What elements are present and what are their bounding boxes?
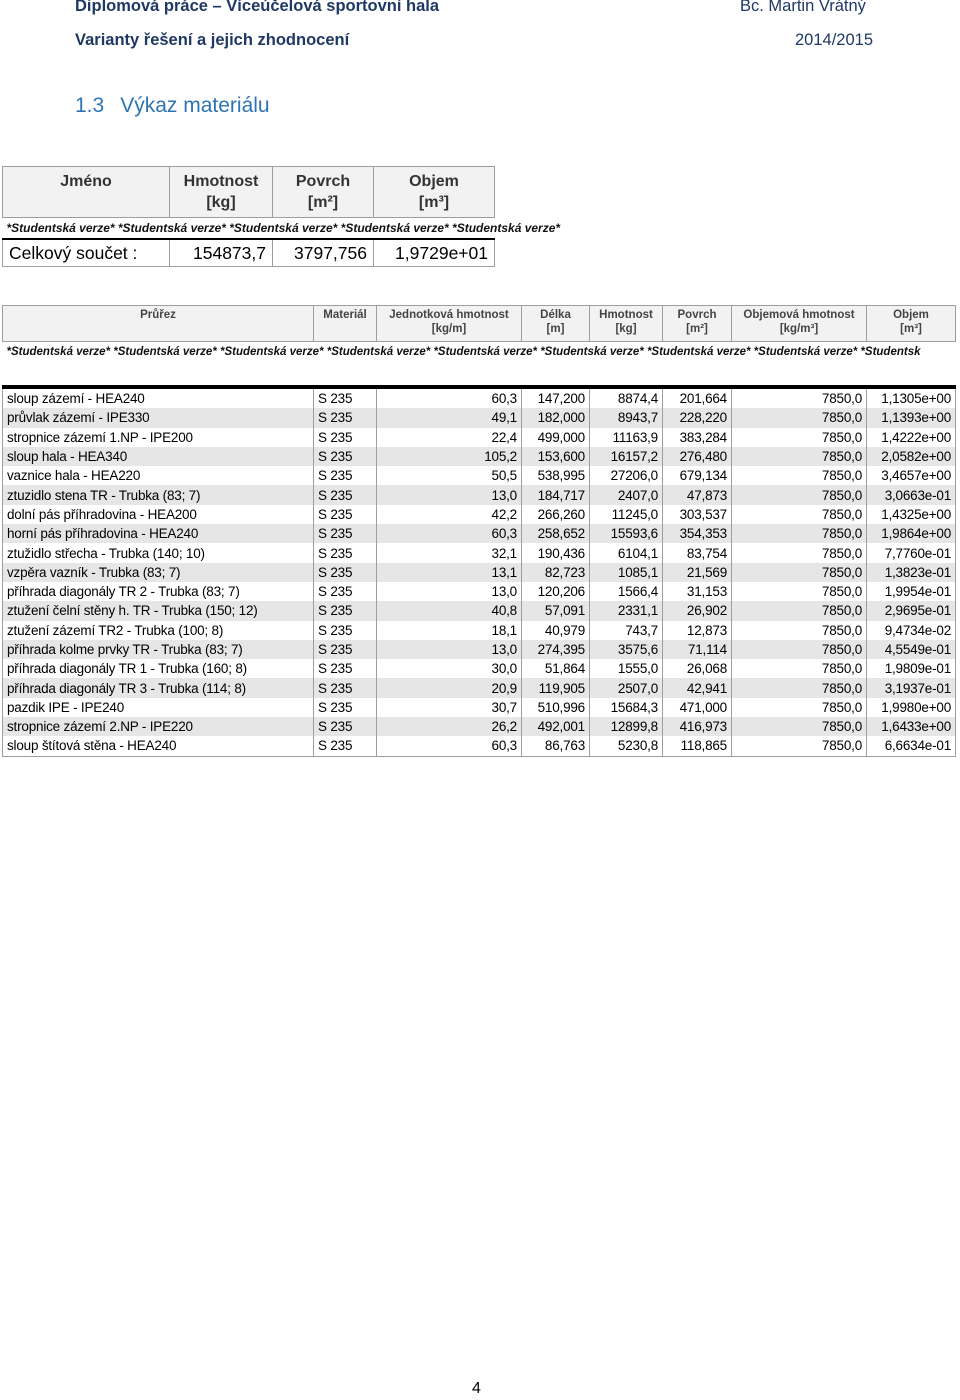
row-unit-mass: 49,1: [377, 408, 522, 427]
row-surface: 354,353: [663, 524, 732, 543]
table-row: [3, 601, 956, 620]
row-mass: 15593,6: [590, 524, 663, 543]
row-mass: 16157,2: [590, 447, 663, 466]
row-material: S 235: [314, 678, 377, 697]
row-volume: 4,5549e-01: [867, 640, 956, 659]
row-unit-mass: 60,3: [377, 387, 522, 408]
row-section: vaznice hala - HEA220: [3, 466, 314, 485]
row-surface: 416,973: [663, 717, 732, 736]
row-volume: 1,1393e+00: [867, 408, 956, 427]
row-density: 7850,0: [732, 466, 867, 485]
detail-col-length: Délka [m]: [522, 306, 590, 342]
row-surface: 26,902: [663, 601, 732, 620]
detail-separator: [3, 362, 956, 387]
table-row: [3, 543, 956, 562]
row-density: 7850,0: [732, 524, 867, 543]
row-mass: 1085,1: [590, 563, 663, 582]
row-surface: 31,153: [663, 582, 732, 601]
row-length: 538,995: [522, 466, 590, 485]
row-volume: 1,9809e-01: [867, 659, 956, 678]
row-section: ztuzidlo stena TR - Trubka (83; 7): [3, 485, 314, 504]
row-unit-mass: 50,5: [377, 466, 522, 485]
row-length: 120,206: [522, 582, 590, 601]
section-number: 1.3: [75, 94, 105, 117]
row-density: 7850,0: [732, 717, 867, 736]
row-section: příhrada diagonály TR 2 - Trubka (83; 7): [3, 582, 314, 601]
row-length: 182,000: [522, 408, 590, 427]
detail-col-section: Průřez: [3, 306, 314, 342]
row-volume: 3,1937e-01: [867, 678, 956, 697]
header-year: 2014/2015: [795, 31, 873, 49]
row-unit-mass: 30,7: [377, 698, 522, 717]
row-mass: 27206,0: [590, 466, 663, 485]
header-title: Diplomová práce – Víceúčelová sportovní hala: [75, 0, 440, 15]
page-number: 4: [472, 1380, 481, 1397]
row-section: příhrada diagonály TR 1 - Trubka (160; 8): [3, 659, 314, 678]
detail-col-density: Objemová hmotnost [kg/m³]: [732, 306, 867, 342]
table-row: [3, 678, 956, 697]
table-row: [3, 621, 956, 640]
row-unit-mass: 22,4: [377, 428, 522, 447]
row-material: S 235: [314, 524, 377, 543]
row-length: 119,905: [522, 678, 590, 697]
row-density: 7850,0: [732, 698, 867, 717]
summary-col-surface: Povrch [m²]: [273, 167, 374, 218]
row-material: S 235: [314, 408, 377, 427]
table-row: [3, 387, 956, 408]
row-volume: 2,9695e-01: [867, 601, 956, 620]
row-section: pazdik IPE - IPE240: [3, 698, 314, 717]
row-density: 7850,0: [732, 659, 867, 678]
row-unit-mass: 60,3: [377, 736, 522, 756]
table-row: [3, 659, 956, 678]
detail-table: [2, 305, 956, 757]
row-section: sloup štítová stěna - HEA240: [3, 736, 314, 756]
row-surface: 303,537: [663, 505, 732, 524]
row-section: příhrada kolme prvky TR - Trubka (83; 7): [3, 640, 314, 659]
row-section: sloup zázemí - HEA240: [3, 387, 314, 408]
row-length: 51,864: [522, 659, 590, 678]
row-material: S 235: [314, 736, 377, 756]
row-mass: 11245,0: [590, 505, 663, 524]
summary-total-row: [3, 239, 495, 267]
table-row: [3, 447, 956, 466]
row-density: 7850,0: [732, 601, 867, 620]
row-unit-mass: 13,0: [377, 485, 522, 504]
row-unit-mass: 13,0: [377, 640, 522, 659]
detail-col-unit-mass: Jednotková hmotnost [kg/m]: [377, 306, 522, 342]
total-surface: 3797,756: [273, 239, 374, 267]
summary-col-name: Jméno: [3, 167, 170, 218]
table-row: [3, 408, 956, 427]
table-row: [3, 466, 956, 485]
row-material: S 235: [314, 582, 377, 601]
row-material: S 235: [314, 543, 377, 562]
row-surface: 42,941: [663, 678, 732, 697]
row-section: dolní pás příhradovina - HEA200: [3, 505, 314, 524]
row-mass: 1566,4: [590, 582, 663, 601]
row-volume: 7,7760e-01: [867, 543, 956, 562]
summary-col-volume: Objem [m³]: [374, 167, 495, 218]
row-unit-mass: 13,0: [377, 582, 522, 601]
row-mass: 8943,7: [590, 408, 663, 427]
row-density: 7850,0: [732, 621, 867, 640]
row-volume: 1,9864e+00: [867, 524, 956, 543]
row-mass: 6104,1: [590, 543, 663, 562]
row-density: 7850,0: [732, 485, 867, 504]
row-surface: 12,873: [663, 621, 732, 640]
row-surface: 276,480: [663, 447, 732, 466]
row-volume: 1,9980e+00: [867, 698, 956, 717]
row-section: ztužení čelní stěny h. TR - Trubka (150; 12): [3, 601, 314, 620]
row-density: 7850,0: [732, 582, 867, 601]
row-section: horní pás příhradovina - HEA240: [3, 524, 314, 543]
table-row: [3, 640, 956, 659]
row-material: S 235: [314, 466, 377, 485]
row-material: S 235: [314, 505, 377, 524]
row-section: ztužidlo střecha - Trubka (140; 10): [3, 543, 314, 562]
row-length: 82,723: [522, 563, 590, 582]
summary-table: [2, 166, 561, 267]
table-row: [3, 717, 956, 736]
row-density: 7850,0: [732, 387, 867, 408]
row-mass: 12899,8: [590, 717, 663, 736]
row-volume: 1,6433e+00: [867, 717, 956, 736]
row-mass: 3575,6: [590, 640, 663, 659]
row-unit-mass: 60,3: [377, 524, 522, 543]
summary-watermark-row: [3, 218, 495, 240]
row-material: S 235: [314, 563, 377, 582]
row-unit-mass: 18,1: [377, 621, 522, 640]
row-length: 499,000: [522, 428, 590, 447]
row-length: 57,091: [522, 601, 590, 620]
row-material: S 235: [314, 659, 377, 678]
row-volume: 9,4734e-02: [867, 621, 956, 640]
header-subtitle: Varianty řešení a jejich zhodnocení: [75, 31, 350, 49]
row-material: S 235: [314, 447, 377, 466]
row-surface: 21,569: [663, 563, 732, 582]
row-section: průvlak zázemí - IPE330: [3, 408, 314, 427]
row-mass: 5230,8: [590, 736, 663, 756]
row-section: stropnice zázemí 1.NP - IPE200: [3, 428, 314, 447]
row-length: 184,717: [522, 485, 590, 504]
row-mass: 743,7: [590, 621, 663, 640]
detail-watermark-row: [3, 342, 956, 363]
row-volume: 1,4325e+00: [867, 505, 956, 524]
watermark-text: *Studentská verze* *Studentská verze* *Studentská verze* *Studentská verze* *Studentská verze*: [3, 218, 495, 240]
table-row: [3, 485, 956, 504]
row-volume: 3,4657e+00: [867, 466, 956, 485]
total-label: Celkový součet :: [3, 239, 170, 267]
row-density: 7850,0: [732, 678, 867, 697]
table-row: [3, 428, 956, 447]
row-mass: 15684,3: [590, 698, 663, 717]
row-density: 7850,0: [732, 543, 867, 562]
detail-col-material: Materiál: [314, 306, 377, 342]
row-section: sloup hala - HEA340: [3, 447, 314, 466]
row-length: 266,260: [522, 505, 590, 524]
table-row: [3, 736, 956, 756]
detail-rows: [3, 387, 956, 756]
table-row: [3, 698, 956, 717]
watermark-text: *Studentská verze* *Studentská verze* *Studentská verze* *Studentská verze* *Studentská verze* *Studentská verze* *Studentská verze* *Studentská verze* *Studentsk: [6, 346, 921, 358]
row-volume: 6,6634e-01: [867, 736, 956, 756]
row-length: 274,395: [522, 640, 590, 659]
row-section: příhrada diagonály TR 3 - Trubka (114; 8): [3, 678, 314, 697]
detail-col-mass: Hmotnost [kg]: [590, 306, 663, 342]
row-material: S 235: [314, 640, 377, 659]
row-unit-mass: 40,8: [377, 601, 522, 620]
row-volume: 3,0663e-01: [867, 485, 956, 504]
row-section: stropnice zázemí 2.NP - IPE220: [3, 717, 314, 736]
row-material: S 235: [314, 621, 377, 640]
row-material: S 235: [314, 601, 377, 620]
row-surface: 228,220: [663, 408, 732, 427]
row-length: 492,001: [522, 717, 590, 736]
row-density: 7850,0: [732, 505, 867, 524]
row-surface: 47,873: [663, 485, 732, 504]
section-heading: [75, 94, 270, 118]
row-length: 510,996: [522, 698, 590, 717]
row-surface: 118,865: [663, 736, 732, 756]
row-section: vzpěra vazník - Trubka (83; 7): [3, 563, 314, 582]
row-density: 7850,0: [732, 736, 867, 756]
row-length: 147,200: [522, 387, 590, 408]
row-surface: 26,068: [663, 659, 732, 678]
row-length: 258,652: [522, 524, 590, 543]
row-mass: 2331,1: [590, 601, 663, 620]
row-density: 7850,0: [732, 428, 867, 447]
row-unit-mass: 105,2: [377, 447, 522, 466]
row-material: S 235: [314, 717, 377, 736]
summary-header-row: [3, 167, 495, 218]
row-density: 7850,0: [732, 563, 867, 582]
row-surface: 201,664: [663, 387, 732, 408]
row-surface: 83,754: [663, 543, 732, 562]
table-row: [3, 563, 956, 582]
row-material: S 235: [314, 428, 377, 447]
total-volume: 1,9729e+01: [374, 239, 495, 267]
row-mass: 2507,0: [590, 678, 663, 697]
row-volume: 1,4222e+00: [867, 428, 956, 447]
row-surface: 471,000: [663, 698, 732, 717]
row-volume: 1,9954e-01: [867, 582, 956, 601]
row-length: 40,979: [522, 621, 590, 640]
row-unit-mass: 13,1: [377, 563, 522, 582]
detail-col-surface: Povrch [m²]: [663, 306, 732, 342]
row-mass: 1555,0: [590, 659, 663, 678]
header-author: Bc. Martin Vrátný: [740, 0, 866, 15]
row-unit-mass: 26,2: [377, 717, 522, 736]
row-mass: 11163,9: [590, 428, 663, 447]
total-mass: 154873,7: [170, 239, 273, 267]
table-row: [3, 505, 956, 524]
row-length: 190,436: [522, 543, 590, 562]
row-surface: 71,114: [663, 640, 732, 659]
row-material: S 235: [314, 387, 377, 408]
row-density: 7850,0: [732, 408, 867, 427]
row-unit-mass: 32,1: [377, 543, 522, 562]
row-material: S 235: [314, 698, 377, 717]
row-volume: 1,1305e+00: [867, 387, 956, 408]
detail-col-volume: Objem [m³]: [867, 306, 956, 342]
row-density: 7850,0: [732, 640, 867, 659]
detail-header-row: [3, 306, 956, 342]
summary-col-mass: Hmotnost [kg]: [170, 167, 273, 218]
section-title: Výkaz materiálu: [120, 94, 270, 117]
row-unit-mass: 20,9: [377, 678, 522, 697]
row-mass: 2407,0: [590, 485, 663, 504]
row-length: 153,600: [522, 447, 590, 466]
row-surface: 679,134: [663, 466, 732, 485]
row-length: 86,763: [522, 736, 590, 756]
row-material: S 235: [314, 485, 377, 504]
row-density: 7850,0: [732, 447, 867, 466]
row-surface: 383,284: [663, 428, 732, 447]
row-unit-mass: 30,0: [377, 659, 522, 678]
row-mass: 8874,4: [590, 387, 663, 408]
table-row: [3, 582, 956, 601]
row-volume: 2,0582e+00: [867, 447, 956, 466]
row-volume: 1,3823e-01: [867, 563, 956, 582]
row-unit-mass: 42,2: [377, 505, 522, 524]
table-row: [3, 524, 956, 543]
row-section: ztužení zázemí TR2 - Trubka (100; 8): [3, 621, 314, 640]
